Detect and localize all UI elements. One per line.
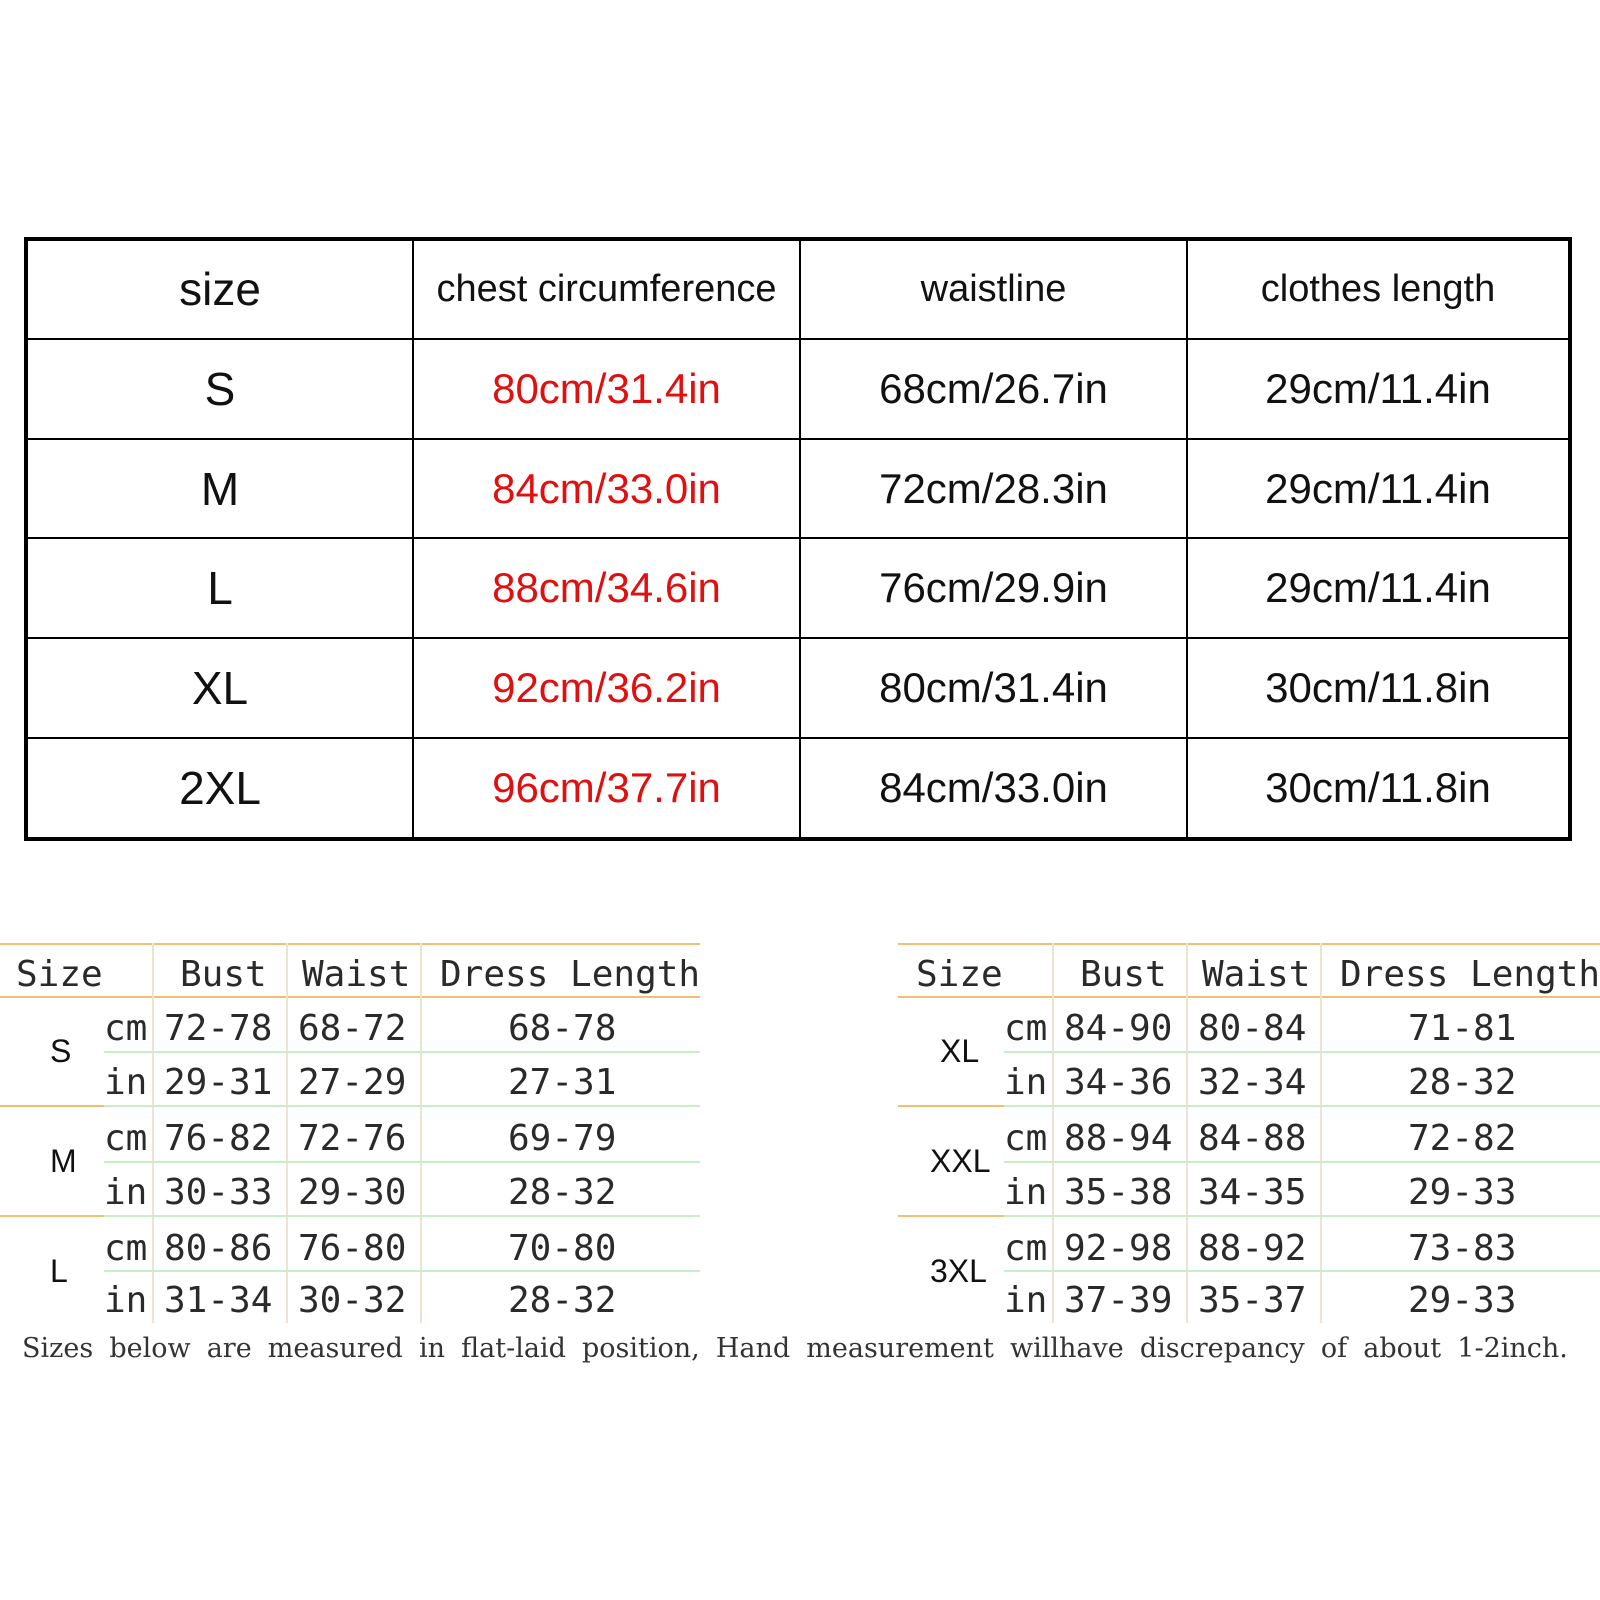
length-in: 29-33 bbox=[1408, 1280, 1517, 1321]
waist-cm: 80-84 bbox=[1198, 1008, 1307, 1049]
measurement-note bbox=[22, 1333, 1568, 1364]
waist-cell: 84cm/33.0in bbox=[800, 738, 1187, 839]
size-cell: XL bbox=[26, 638, 413, 738]
note-word: position, bbox=[581, 1333, 700, 1364]
bust-in: 29-31 bbox=[164, 1062, 273, 1103]
length-cell: 29cm/11.4in bbox=[1187, 339, 1570, 439]
note-word: discrepancy bbox=[1139, 1333, 1305, 1364]
waist-cell: 80cm/31.4in bbox=[800, 638, 1187, 738]
waist-cell: 72cm/28.3in bbox=[800, 439, 1187, 539]
waist-cm: 72-76 bbox=[298, 1118, 407, 1159]
measurement-table-left bbox=[0, 943, 700, 1323]
waist-in: 27-29 bbox=[298, 1062, 407, 1103]
chest-cell: 92cm/36.2in bbox=[413, 638, 800, 738]
bust-cm: 76-82 bbox=[164, 1118, 273, 1159]
length-cm: 72-82 bbox=[1408, 1118, 1517, 1159]
unit-in: in bbox=[104, 1062, 148, 1103]
bust-cm: 72-78 bbox=[164, 1008, 273, 1049]
size-label: M bbox=[50, 1143, 77, 1179]
waist-in: 35-37 bbox=[1198, 1280, 1307, 1321]
waist-cell: 68cm/26.7in bbox=[800, 339, 1187, 439]
size-cell: 2XL bbox=[26, 738, 413, 839]
length-cm: 69-79 bbox=[508, 1118, 617, 1159]
size-label: S bbox=[50, 1033, 72, 1069]
header-size: Size bbox=[916, 954, 1003, 995]
size-label: XL bbox=[940, 1033, 980, 1069]
bust-cm: 80-86 bbox=[164, 1228, 273, 1269]
waist-in: 32-34 bbox=[1198, 1062, 1307, 1103]
size-cell: M bbox=[26, 439, 413, 539]
bust-cm: 88-94 bbox=[1064, 1118, 1173, 1159]
waist-cell: 76cm/29.9in bbox=[800, 538, 1187, 638]
header-bust: Bust bbox=[180, 954, 267, 995]
note-word: Sizes bbox=[22, 1333, 94, 1364]
bust-in: 31-34 bbox=[164, 1280, 273, 1321]
bust-in: 34-36 bbox=[1064, 1062, 1173, 1103]
header-waist: Waist bbox=[1202, 954, 1311, 995]
chest-cell: 84cm/33.0in bbox=[413, 439, 800, 539]
unit-cm: cm bbox=[104, 1228, 148, 1269]
note-word: flat-laid bbox=[461, 1333, 566, 1364]
length-cell: 30cm/11.8in bbox=[1187, 638, 1570, 738]
waist-in: 29-30 bbox=[298, 1172, 407, 1213]
note-word: willhave bbox=[1010, 1333, 1124, 1364]
length-in: 28-32 bbox=[508, 1280, 617, 1321]
chest-cell: 96cm/37.7in bbox=[413, 738, 800, 839]
header-bust: Bust bbox=[1080, 954, 1167, 995]
note-word: in bbox=[418, 1333, 446, 1364]
unit-in: in bbox=[104, 1280, 148, 1321]
header-dress-length: Dress Length bbox=[440, 954, 701, 995]
length-in: 27-31 bbox=[508, 1062, 617, 1103]
header-size: size bbox=[26, 239, 413, 339]
size-label: XXL bbox=[930, 1143, 991, 1179]
table-row bbox=[26, 538, 1570, 638]
size-chart-header-row bbox=[26, 239, 1570, 339]
note-word: are bbox=[206, 1333, 252, 1364]
chest-cell: 88cm/34.6in bbox=[413, 538, 800, 638]
unit-in: in bbox=[1004, 1062, 1048, 1103]
unit-cm: cm bbox=[1004, 1118, 1048, 1159]
unit-in: in bbox=[1004, 1172, 1048, 1213]
unit-cm: cm bbox=[1004, 1228, 1048, 1269]
size-cell: S bbox=[26, 339, 413, 439]
length-cell: 30cm/11.8in bbox=[1187, 738, 1570, 839]
bust-cm: 84-90 bbox=[1064, 1008, 1173, 1049]
note-word: below bbox=[109, 1333, 191, 1364]
header-dress-length: Dress Length bbox=[1340, 954, 1600, 995]
length-in: 29-33 bbox=[1408, 1172, 1517, 1213]
bust-in: 37-39 bbox=[1064, 1280, 1173, 1321]
header-waist: Waist bbox=[302, 954, 411, 995]
header-size: Size bbox=[16, 954, 103, 995]
length-in: 28-32 bbox=[1408, 1062, 1517, 1103]
bust-in: 35-38 bbox=[1064, 1172, 1173, 1213]
length-cm: 68-78 bbox=[508, 1008, 617, 1049]
unit-in: in bbox=[104, 1172, 148, 1213]
unit-cm: cm bbox=[104, 1008, 148, 1049]
waist-cm: 68-72 bbox=[298, 1008, 407, 1049]
waist-cm: 84-88 bbox=[1198, 1118, 1307, 1159]
size-chart-table bbox=[24, 237, 1572, 841]
header-chest: chest circumference bbox=[413, 239, 800, 339]
table-row bbox=[26, 339, 1570, 439]
measurement-table-right bbox=[898, 943, 1600, 1323]
note-word: Hand bbox=[715, 1333, 791, 1364]
note-word: of bbox=[1320, 1333, 1348, 1364]
unit-cm: cm bbox=[1004, 1008, 1048, 1049]
note-word: measurement bbox=[806, 1333, 994, 1364]
header-waistline: waistline bbox=[800, 239, 1187, 339]
size-label: 3XL bbox=[930, 1253, 987, 1289]
bust-in: 30-33 bbox=[164, 1172, 273, 1213]
length-in: 28-32 bbox=[508, 1172, 617, 1213]
length-cm: 71-81 bbox=[1408, 1008, 1517, 1049]
chest-cell: 80cm/31.4in bbox=[413, 339, 800, 439]
table-row bbox=[26, 638, 1570, 738]
note-word: about bbox=[1363, 1333, 1442, 1364]
table-row bbox=[26, 738, 1570, 839]
waist-cm: 88-92 bbox=[1198, 1228, 1307, 1269]
note-word: measured bbox=[267, 1333, 403, 1364]
waist-in: 34-35 bbox=[1198, 1172, 1307, 1213]
length-cm: 70-80 bbox=[508, 1228, 617, 1269]
note-word: 1-2inch. bbox=[1457, 1333, 1568, 1364]
header-clothes-length: clothes length bbox=[1187, 239, 1570, 339]
table-row bbox=[26, 439, 1570, 539]
unit-cm: cm bbox=[104, 1118, 148, 1159]
bust-cm: 92-98 bbox=[1064, 1228, 1173, 1269]
length-cell: 29cm/11.4in bbox=[1187, 538, 1570, 638]
waist-cm: 76-80 bbox=[298, 1228, 407, 1269]
length-cell: 29cm/11.4in bbox=[1187, 439, 1570, 539]
waist-in: 30-32 bbox=[298, 1280, 407, 1321]
unit-in: in bbox=[1004, 1280, 1048, 1321]
size-label: L bbox=[50, 1253, 68, 1289]
length-cm: 73-83 bbox=[1408, 1228, 1517, 1269]
size-cell: L bbox=[26, 538, 413, 638]
